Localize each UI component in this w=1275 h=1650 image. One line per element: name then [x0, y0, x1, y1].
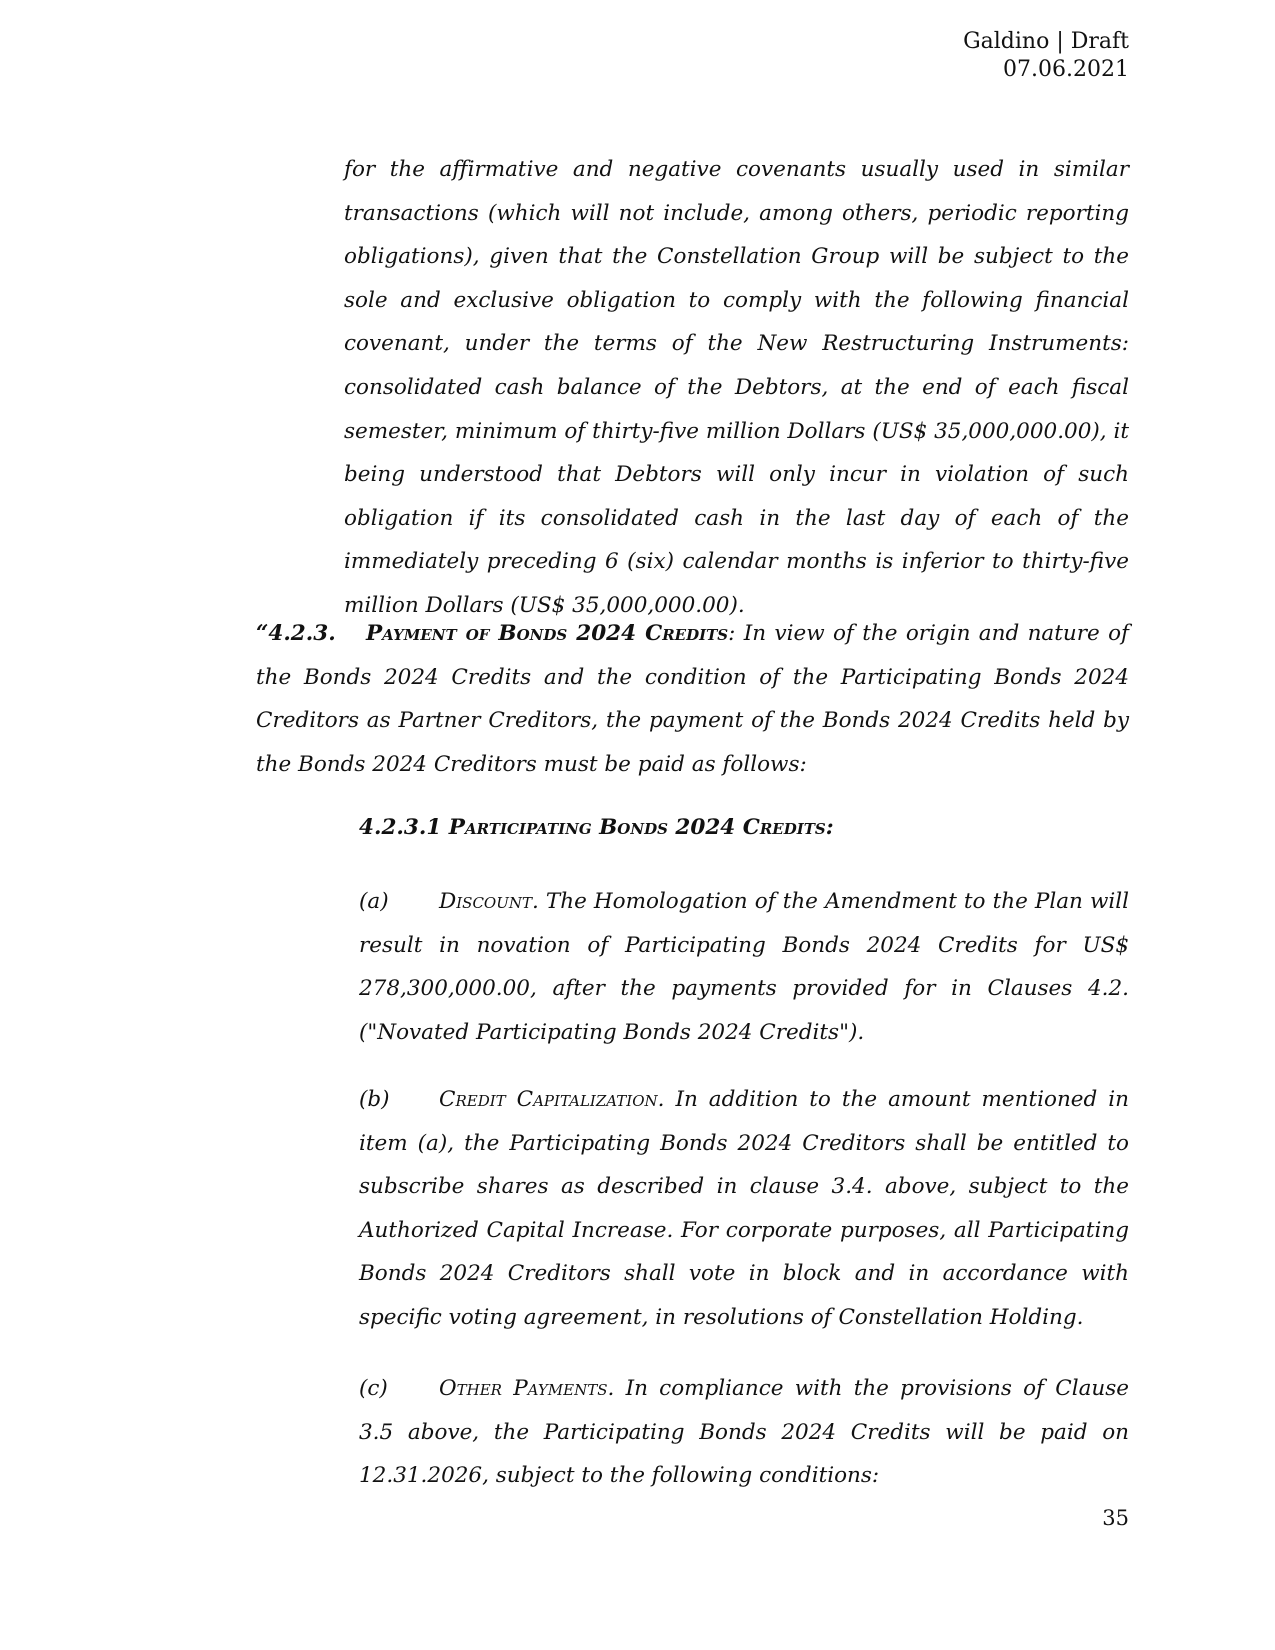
- subclause-title: Participating Bonds 2024 Credits:: [448, 815, 834, 840]
- item-text: In compliance with the provisions of Clause 3.5 above, the Participating Bonds 2024 Credits will be paid on 12.31.2026, subject to the following conditions:: [359, 1376, 1129, 1489]
- item-b: [359, 1078, 1129, 1340]
- item-label: (a): [359, 889, 389, 914]
- item-a: [359, 880, 1129, 1054]
- item-text: The Homologation of the Amendment to the Plan will result in novation of Participating Bonds 2024 Credits for US$ 278,300,000.00, after the payments provided for in Clauses 4.2. ("Novated Participating Bonds 2024 Credits").: [359, 889, 1129, 1045]
- intro-paragraph: for the affirmative and negative covenants usually used in similar transactions (which will not include, among others, periodic reporting obligations), given that the Constellation Group will be subject to the sole and exclusive obligation to comply with the following financial covenant, under the terms of the New Restructuring Instruments: consolidated cash balance of the Debtors, at the end of each fiscal semester, minimum of thirty-five million Dollars (US$ 35,000,000.00), it being understood that Debtors will only incur in violation of such obligation if its consolidated cash in the last day of each of the immediately preceding 6 (six) calendar months is inferior to thirty-five million Dollars (US$ 35,000,000.00).: [344, 157, 1129, 618]
- clause-4-2-3: [256, 612, 1129, 786]
- item-label: (c): [359, 1376, 388, 1401]
- clause-number: “4.2.3.: [256, 621, 336, 646]
- item-title: Discount.: [439, 889, 539, 914]
- clause-text: : In view of the origin and nature of the Bonds 2024 Credits and the condition of the Participating Bonds 2024 Creditors as Partner Creditors, the payment of the Bonds 2024 Credits held by the Bonds 2024 Creditors must be paid as follows:: [256, 621, 1129, 777]
- item-title: Credit Capitalization.: [439, 1087, 665, 1112]
- clause-title: Payment of Bonds 2024 Credits: [366, 621, 729, 646]
- page-number: 35: [1102, 1506, 1129, 1530]
- page-header: [963, 28, 1129, 84]
- header-title: Galdino | Draft: [963, 29, 1129, 54]
- subclause-4-2-3-1: [359, 806, 1129, 849]
- subclause-number: 4.2.3.1: [359, 815, 442, 840]
- item-c: [359, 1367, 1129, 1498]
- header-date: 07.06.2021: [1003, 57, 1129, 82]
- item-label: (b): [359, 1087, 390, 1112]
- item-text: In addition to the amount mentioned in item (a), the Participating Bonds 2024 Creditors shall be entitled to subscribe shares as described in clause 3.4. above, subject to the Authorized Capital Increase. For corporate purposes, all Participating Bonds 2024 Creditors shall vote in block and in accordance with specific voting agreement, in resolutions of Constellation Holding.: [359, 1087, 1129, 1330]
- item-title: Other Payments.: [439, 1376, 615, 1401]
